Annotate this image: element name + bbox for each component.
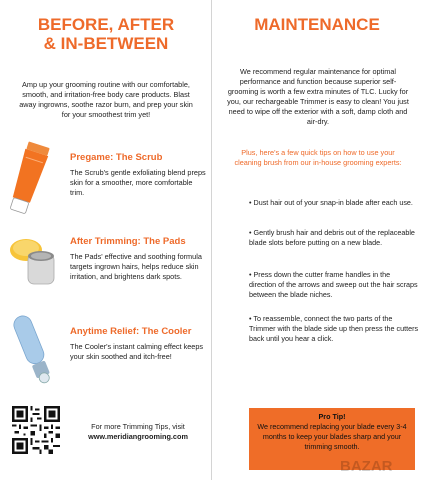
section-pads-body: The Pads' effective and soothing formula targets ingrown hairs, helps reduce skin irritation, and brightens dark spots.: [70, 252, 202, 281]
footer-url[interactable]: www.meridiangrooming.com: [88, 432, 188, 441]
section-pads: [70, 236, 206, 282]
tip-item: • To reassemble, connect the two parts of the Trimmer with the blade side up then press the cutters back until you hear a click.: [249, 314, 419, 343]
footer-line1: For more Trimming Tips, visit: [91, 422, 185, 431]
footer-text: [78, 422, 198, 442]
right-sub-intro: Plus, here's a few quick tips on how to use your cleaning brush from our in-house grooming experts:: [234, 148, 402, 167]
section-cooler-title: Anytime Relief: The Cooler: [70, 326, 192, 337]
left-heading-line2: & IN-BETWEEN: [43, 34, 169, 53]
right-panel: [213, 0, 421, 480]
scrub-tube-icon: [8, 140, 54, 220]
cooler-roller-icon: [10, 310, 56, 390]
protip-body: We recommend replacing your blade every 3-4 months to keep your blades sharp and your trimming smooth.: [257, 422, 407, 451]
pads-jar-icon: [6, 232, 64, 290]
left-heading-line1: BEFORE, AFTER: [37, 15, 175, 34]
section-cooler: [70, 326, 206, 362]
tip-item: • Gently brush hair and debris out of the replaceable blade slots before putting on a new blade.: [249, 228, 415, 247]
section-cooler-body: The Cooler's instant calming effect keeps your skin soothed and itch-free!: [70, 342, 204, 361]
right-intro: We recommend regular maintenance for optimal performance and function because superior self-grooming is worth a few extra minutes of TLC. Lucky for you, our rechargeable Trimmer is easy to clean! You just need to wipe off the exterior with a soft, damp cloth and air-dry.: [227, 67, 409, 126]
tip-item: • Dust hair out of your snap-in blade after each use.: [249, 198, 413, 207]
section-scrub: [70, 152, 206, 198]
right-heading: MAINTENANCE: [254, 15, 380, 34]
section-pads-title: After Trimming: The Pads: [70, 236, 186, 247]
left-heading: [0, 15, 212, 53]
tip-item: • Press down the cutter frame handles in the direction of the arrows and sweep out the hair scraps between the blade niches.: [249, 270, 418, 299]
section-scrub-body: The Scrub's gentle exfoliating blend preps skin for a smoother, more comfortable trim.: [70, 168, 206, 197]
watermark: BAZAR: [340, 458, 393, 475]
left-intro: Amp up your grooming routine with our comfortable, smooth, and irritation-free body care products. Blast away ingrowns, soothe razor burn, and prep your skin for your smoothest trim yet!: [19, 80, 193, 119]
panel-divider: [211, 0, 212, 480]
qr-code[interactable]: [12, 406, 60, 454]
section-scrub-title: Pregame: The Scrub: [70, 152, 163, 163]
protip-title: Pro Tip!: [318, 412, 346, 421]
